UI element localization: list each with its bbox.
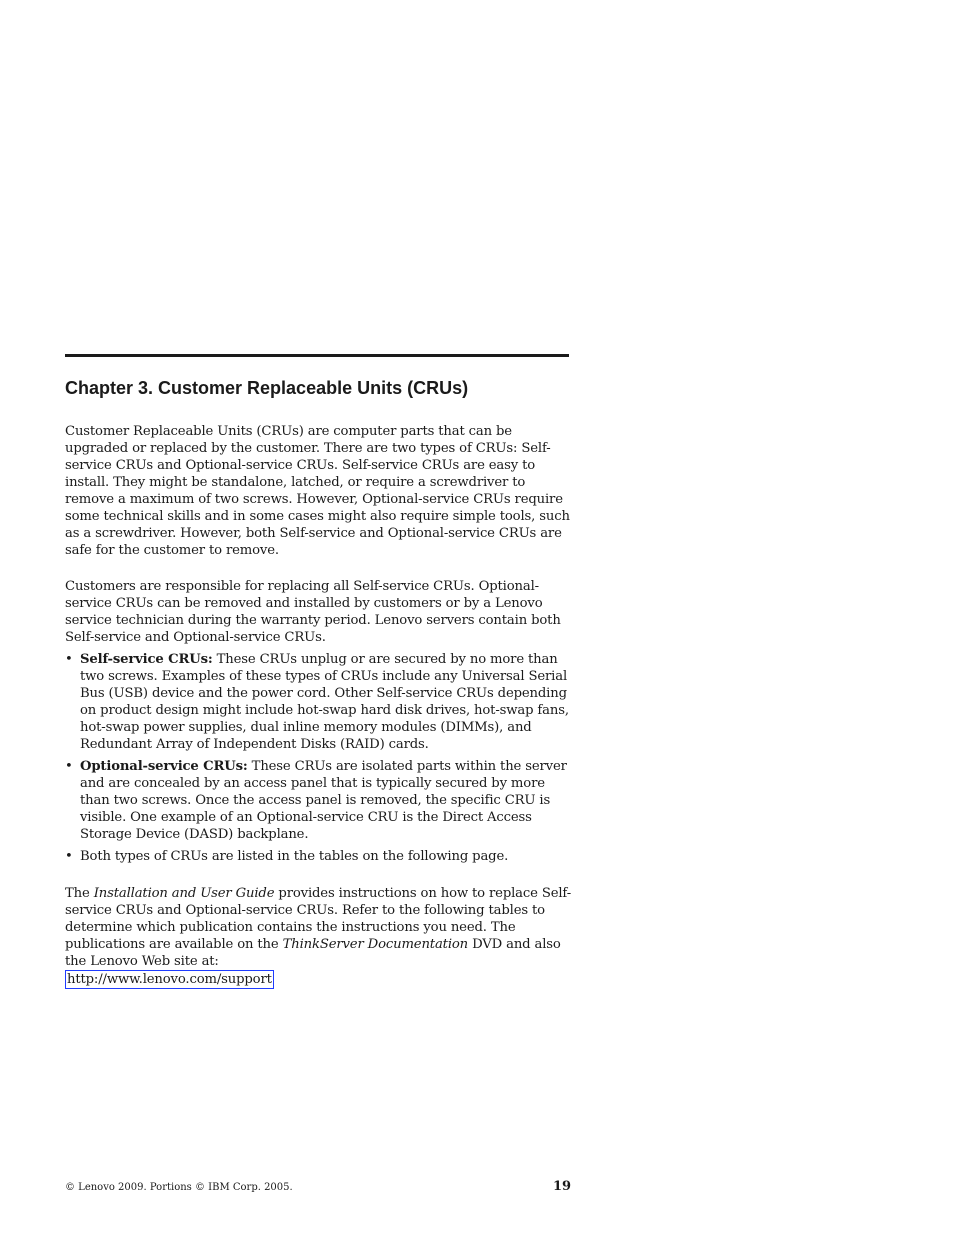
page-number: 19 (553, 1179, 572, 1194)
paragraph-text: The (65, 886, 94, 901)
list-item (65, 848, 573, 865)
paragraph-text: DVD and also the Lenovo Web site at: (65, 937, 561, 969)
list-item (65, 758, 573, 843)
chapter-rule (65, 354, 569, 357)
bullet-marker: • (65, 849, 73, 864)
bullet-text: These CRUs are isolated parts within the server and are concealed by an access panel that is typically secured by more than two screws. Once the access panel is removed, the specific CRU is visible. One example of an Optional-service CRU is the Direct Access Storage Device (DASD) backplane. (80, 759, 567, 842)
bullet-term: Optional-service CRUs: (80, 759, 248, 774)
paragraph-text: provides instructions on how to replace Self-service CRUs and Optional-service CRUs. Refer to the following tables to determine which publication contains the instructions you need. The publications are available on the (65, 886, 571, 952)
bullet-marker: • (65, 652, 73, 667)
publications-paragraph (65, 885, 573, 989)
bullet-text: Both types of CRUs are listed in the tables on the following page. (80, 849, 509, 864)
intro-paragraph: Customer Replaceable Units (CRUs) are computer parts that can be upgraded or replaced by the customer. There are two types of CRUs: Self-service CRUs and Optional-service CRUs. Self-service CRUs are easy to install. They might be standalone, latched, or require a screwdriver to remove a maximum of two screws. However, Optional-service CRUs require some technical skills and in some cases might also require simple tools, such as a screwdriver. However, both Self-service and Optional-service CRUs are safe for the customer to remove. (65, 424, 570, 558)
guide-title: Installation and User Guide (93, 886, 275, 901)
bullet-text: These CRUs unplug or are secured by no more than two screws. Examples of these types of CRUs include any Universal Serial Bus (USB) device and the power cord. Other Self-service CRUs depending on product design might include hot-swap hard disk drives, hot-swap fans, hot-swap power supplies, dual inline memory modules (DIMMs), and Redundant Array of Independent Disks (RAID) cards. (80, 652, 569, 752)
cru-type-list (65, 651, 573, 870)
list-item (65, 651, 573, 753)
dvd-title: ThinkServer Documentation (282, 937, 469, 952)
bullet-marker: • (65, 759, 73, 774)
lenovo-support-link[interactable]: http://www.lenovo.com/support (67, 972, 272, 987)
responsibility-paragraph: Customers are responsible for replacing all Self-service CRUs. Optional-service CRUs can be removed and installed by customers or by a Lenovo service technician during the warranty period. Lenovo servers contain both Self-service and Optional-service CRUs. (65, 579, 561, 645)
footer-copyright: © Lenovo 2009. Portions © IBM Corp. 2005. (65, 1182, 293, 1193)
bullet-term: Self-service CRUs: (80, 652, 213, 667)
chapter-title: Chapter 3. Customer Replaceable Units (CRUs) (65, 378, 469, 398)
